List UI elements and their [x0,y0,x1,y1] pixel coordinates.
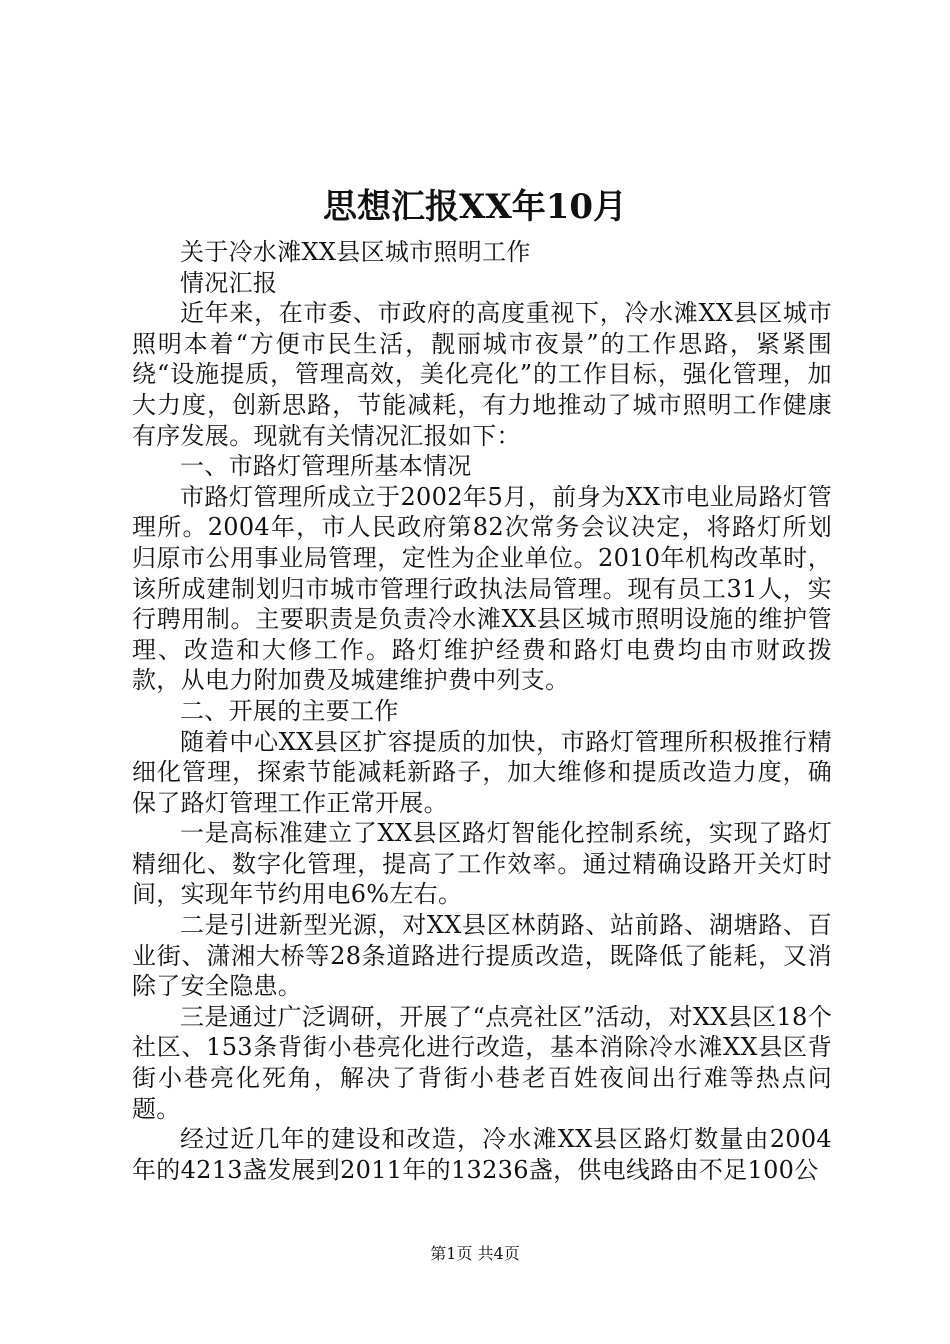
document-title: 思想汇报XX年10月 [322,187,628,227]
section-heading-1: 一、市路灯管理所基本情况 [180,452,472,481]
paragraph-subtitle-1: 关于冷水滩XX县区城市照明工作 [180,238,531,266]
document-body [132,237,832,1185]
page-footer: 第1页 共4页 [430,1244,520,1263]
paragraph-basic-info: 市路灯管理所成立于2002年5月，前身为XX市电业局路灯管理所。2004年，市人民政府第82次常务会议决定，将路灯所划归原市公用事业局管理，定性为企业单位。2010年机构改革时，该所成建制划归市城市管理行政执法局管理。现有员工31人，实行聘用制。主要职责是负责冷水滩XX县区城市照明设施的维护管理、改造和大修工作。路灯维护经费和路灯电费均由市财政拨款，从电力附加费及城建维护费中列支。 [132,482,832,695]
paragraph-subtitle-2: 情况汇报 [180,268,278,297]
paragraph-summary: 经过近几年的建设和改造，冷水滩XX县区路灯数量由2004年的4213盏发展到2011年的13236盏，供电线路由不足100公 [132,1125,832,1184]
paragraph-intro: 近年来，在市委、市政府的高度重视下，冷水滩XX县区城市照明本着“方便市民生活，靓丽城市夜景”的工作思路，紧紧围绕“设施提质，管理高效，美化亮化”的工作目标，强化管理，加大力度，创新思路，节能减耗，有力地推动了城市照明工作健康有序发展。现就有关情况汇报如下： [132,299,832,450]
paragraph-main-work: 随着中心XX县区扩容提质的加快，市路灯管理所积极推行精细化管理，探索节能减耗新路子，加大维修和提质改造力度，确保了路灯管理工作正常开展。 [132,727,832,817]
section-heading-2: 二、开展的主要工作 [180,696,399,725]
paragraph-item-1: 一是高标准建立了XX县区路灯智能化控制系统，实现了路灯精细化、数字化管理，提高了工作效率。通过精确设路开关灯时间，实现年节约用电6%左右。 [132,819,832,909]
paragraph-item-2: 二是引进新型光源，对XX县区林荫路、站前路、湖塘路、百业街、潇湘大桥等28条道路进行提质改造，既降低了能耗，又消除了安全隐患。 [132,911,832,1001]
paragraph-item-3: 三是通过广泛调研，开展了“点亮社区”活动，对XX县区18个社区、153条背街小巷亮化进行改造，基本消除冷水滩XX县区背街小巷亮化死角，解决了背街小巷老百姓夜间出行难等热点问题。 [132,1002,832,1123]
